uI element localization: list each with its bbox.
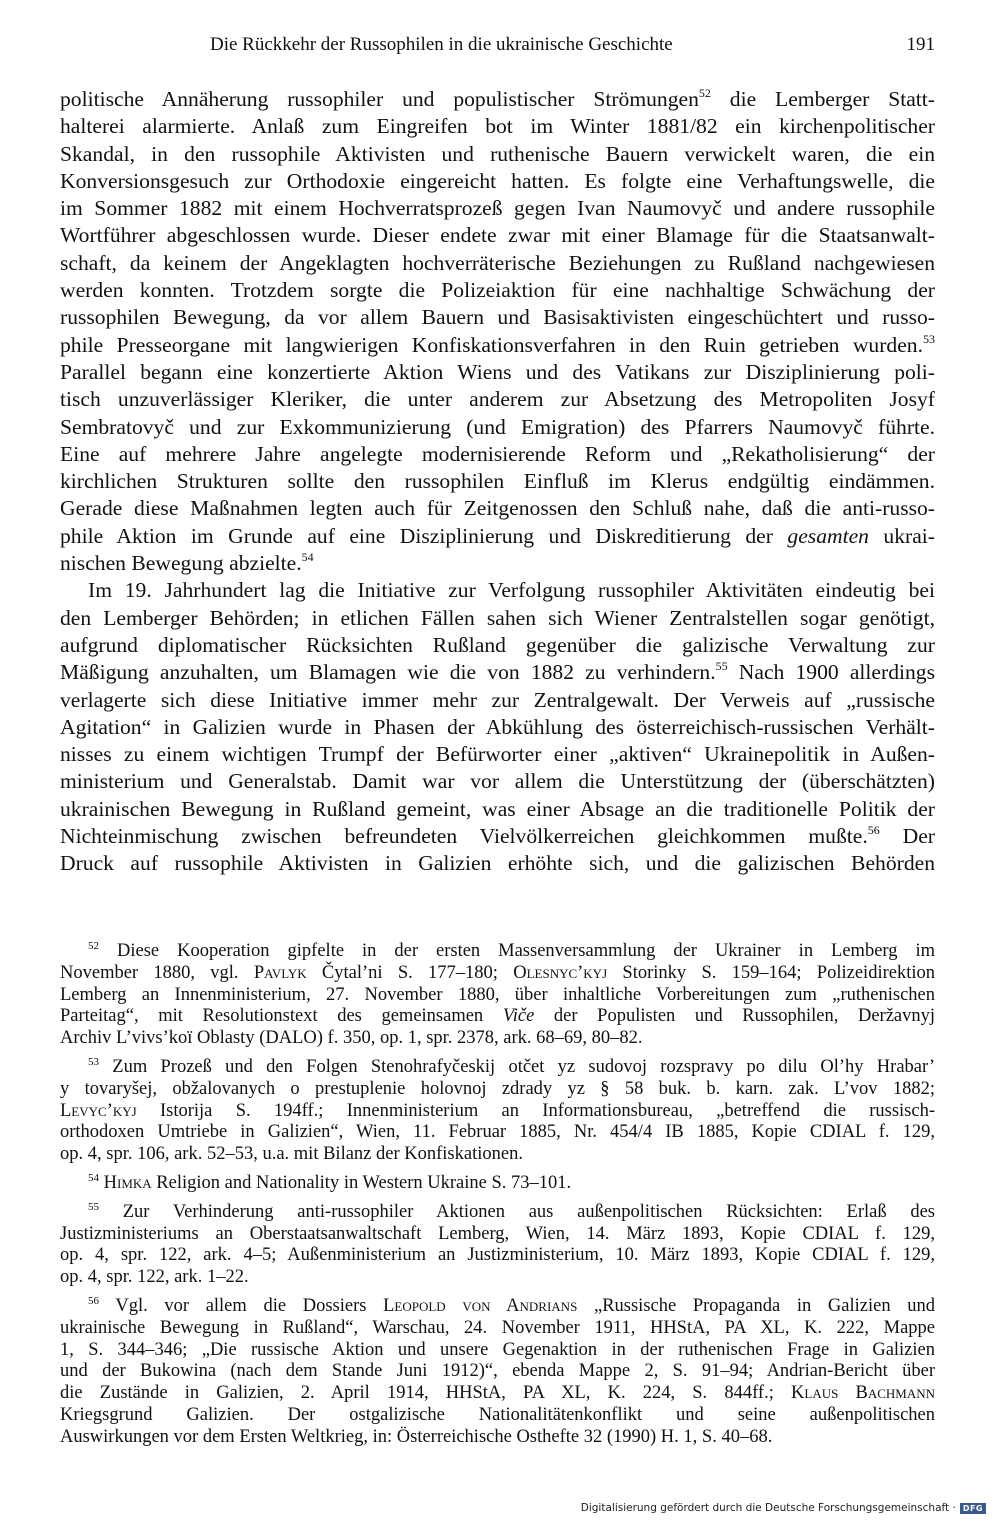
footnote-52 xyxy=(60,941,935,1050)
text-line: schaft, da keinem der Angeklagten hochverräterische Beziehungen zu Rußland nachgewiesen xyxy=(60,250,935,275)
text-line: kirchlichen Strukturen sollte den russophilen Einfluß im Klerus endgültig eindämmen. xyxy=(60,469,935,494)
footnote-line: Kriegsgrund Galizien. Der ostgalizische Nationalitätenkonflikt und seine außenpolitischen xyxy=(60,1404,935,1425)
text-line: Mäßigung anzuhalten, um Blamagen wie die von 1882 zu verhindern.$^{55}$ Nach 1900 allerdings xyxy=(60,659,935,685)
page-number: 191 xyxy=(906,34,935,55)
text-line: werden konnten. Trotzdem sorgte die Polizeiaktion für eine nachhaltige Schwächung der xyxy=(60,278,935,303)
footnote-line: Auswirkungen vor dem Ersten Weltkrieg, in: Österreichische Osthefte 32 (1990) H. 1, S. 40–68. xyxy=(60,1426,773,1447)
footnote-number: 52 xyxy=(88,940,99,952)
footnote-56 xyxy=(60,1296,935,1449)
footnote-line: orthodoxen Umtriebe in Galizien“, Wien, 11. Februar 1885, Nr. 454/4 IB 1885, Kopie CDIAL f. 129, xyxy=(60,1122,935,1143)
text-line: phile Presseorgane mit langwierigen Konfiskationsverfahren in den Ruin getrieben wurden.$^{53}$ xyxy=(60,331,935,357)
text-line: Sembratovyč und zur Exkommunizierung (und Emigration) des Pfarrers Naumovyč führte. xyxy=(60,414,935,439)
footnote-line: und der Bukowina (nach dem Stande Juni 1912)“, ebenda Mappe 2, S. 91–94; Andrian-Bericht über xyxy=(60,1361,935,1382)
footnote-line: 1, S. 344–346; „Die russische Aktion und unsere Gegenaktion in der ruthenischen Frage in Galizien xyxy=(60,1339,935,1360)
text-line: Wortführer abgeschlossen wurde. Dieser endete zwar mit einer Blamage für die Staatsanwalt- xyxy=(60,223,935,248)
text-line: ukrainischen Bewegung in Rußland gemeint, was einer Absage an die traditionelle Politik der xyxy=(60,796,935,821)
running-title: Die Rückkehr der Russophilen in die ukrainische Geschichte xyxy=(210,34,673,55)
text-line: Im 19. Jahrhundert lag die Initiative zur Verfolgung russophiler Aktivitäten eindeutig bei xyxy=(88,578,935,603)
footnote-line: $^{56}$ Vgl. vor allem die Dossiers Leopold von Andrians „Russische Propaganda in Galizien und xyxy=(88,1294,935,1316)
footnote-line: $^{53}$ Zum Prozeß und den Folgen Stenohrafyčeskij otčet yz sudovoj rozspravy po dilu Ol’hy Hrabar’ xyxy=(88,1055,935,1077)
emphasis: gesamten xyxy=(787,523,869,548)
footnote-line: Justizministeriums an Oberstaatsanwaltschaft Lemberg, Wien, 14. März 1893, Kopie CDIAL f. 129, xyxy=(60,1223,935,1244)
page-header xyxy=(60,34,935,62)
footnote-53 xyxy=(60,1057,935,1166)
footnote-line: Lemberg an Innenministerium, 27. November 1880, über inhaltliche Vorbereitungen zum „ruthenischen xyxy=(60,984,935,1005)
footnote-line: $^{54}$ Himka Religion and Nationality in Western Ukraine S. 73–101. xyxy=(88,1171,572,1193)
footnote-ref[interactable]: 56 xyxy=(867,823,880,838)
text-line: den Lemberger Behörden; in etlichen Fällen sahen sich Wiener Zentralstellen sogar genötigt, xyxy=(60,605,935,630)
footnote-number: 56 xyxy=(88,1294,99,1307)
text-line: Eine auf mehrere Jahre angelegte modernisierende Reform und „Rekatholisierung“ der xyxy=(60,441,935,466)
text-line: Agitation“ in Galizien wurde in Phasen der Abkühlung des österreichisch-russischen Verhält- xyxy=(60,714,935,739)
footnotes-section xyxy=(60,941,935,1456)
footnote-number: 53 xyxy=(88,1055,99,1068)
footnote-line: y tovaryšej, obžalovanych o prestuplenie holovnoj zdrady yz § 58 buk. b. karn. zak. L’vov 1882; xyxy=(60,1078,935,1099)
footnote-ref[interactable]: 55 xyxy=(715,659,728,674)
text-line: Nichteinmischung zwischen befreundeten Vielvölkerreichen gleichkommen mußte.$^{56}$ Der xyxy=(60,823,935,849)
text-line: nisses zu einem wichtigen Trumpf der Befürworter einer „aktiven“ Ukrainepolitik in Außen- xyxy=(60,742,935,767)
text-line: verlagerte sich diese Initiative immer mehr zur Zentralgewalt. Der Verweis auf „russische xyxy=(60,687,935,712)
footnote-line: November 1880, vgl. Pavlyk Čytal’ni S. 177–180; Olesnyc’kyj Storinky S. 159–164; Polizeidirektion xyxy=(60,962,935,983)
footnote-line: Archiv L’vivs’koï Oblasty (DALO) f. 350, op. 1, spr. 2378, ark. 68–69, 80–82. xyxy=(60,1028,643,1049)
footnote-number: 55 xyxy=(88,1200,99,1213)
footnote-54 xyxy=(60,1173,935,1195)
footnote-55 xyxy=(60,1202,935,1289)
footnote-line: Parteitag“, mit Resolutionstext des gemeinsamen Viče der Populisten und Russophilen, Deržavnyj xyxy=(60,1006,936,1027)
text-line: Parallel begann eine konzertierte Aktion Wiens und des Vatikans zur Disziplinierung poli- xyxy=(60,359,935,384)
footnote-line: op. 4, spr. 122, ark. 1–22. xyxy=(60,1267,249,1288)
text-line: aufgrund diplomatischer Rücksichten Rußland gegenüber die galizische Verwaltung zur xyxy=(60,632,935,657)
credit-text: Digitalisierung gefördert durch die Deutsche Forschungsgemeinschaft · xyxy=(580,1502,956,1514)
footnote-line: $^{52}$ Diese Kooperation gipfelte in der ersten Massenversammlung der Ukrainer in Lemberg im xyxy=(88,940,935,961)
dfg-logo-icon: DFG xyxy=(960,1503,986,1514)
footnote-line: Levyc’kyj Istorija S. 194ff.; Innenministerium an Informationsbureau, „betreffend die russisch- xyxy=(60,1100,935,1121)
text-line: Gerade diese Maßnahmen legten auch für Zeitgenossen den Schluß nahe, daß die anti-russo- xyxy=(60,496,935,521)
text-line: russophilen Bewegung, da vor allem Bauern und Basisaktivisten eingeschüchtert und russo- xyxy=(60,305,935,330)
footnote-line: die Zustände in Galizien, 2. April 1914, HHStA, PA XL, K. 224, S. 844ff.; Klaus Bachmann xyxy=(60,1383,935,1404)
text-line: Konversionsgesuch zur Orthodoxie eingereicht hatten. Es folgte eine Verhaftungswelle, die xyxy=(60,168,935,193)
text-line: ministerium und Generalstab. Damit war vor allem die Unterstützung der (überschätzten) xyxy=(60,769,935,794)
text-line: nischen Bewegung abzielte.$^{54}$ xyxy=(60,550,314,576)
text-line: phile Aktion im Grunde auf eine Disziplinierung und Diskreditierung der gesamten ukrai- xyxy=(60,523,935,548)
text-line: politische Annäherung russophiler und populistischer Strömungen$^{52}$ die Lemberger Statt- xyxy=(60,86,935,111)
footnote-number: 54 xyxy=(88,1171,99,1184)
main-text xyxy=(60,86,935,878)
text-line: im Sommer 1882 mit einem Hochverratsprozeß gegen Ivan Naumovyč und andere russophile xyxy=(60,196,935,221)
text-line: tisch unzuverlässiger Kleriker, die unter anderem zur Absetzung des Metropoliten Josyf xyxy=(60,387,935,412)
footnote-line: ukrainische Bewegung in Rußland“, Warschau, 24. November 1911, HHStA, PA XL, K. 222, Mappe xyxy=(60,1317,935,1338)
digitization-credit xyxy=(581,1502,986,1514)
footnote-line: op. 4, spr. 122, ark. 4–5; Außenministerium an Justizministerium, 10. März 1893, Kopie CDIAL f. 129, xyxy=(60,1245,935,1266)
footnote-ref[interactable]: 52 xyxy=(698,86,711,100)
footnote-ref[interactable]: 53 xyxy=(923,331,935,346)
text-line: Skandal, in den russophile Aktivisten und ruthenische Bauern verwickelt waren, die ein xyxy=(60,141,935,166)
footnote-line: op. 4, spr. 106, ark. 52–53, u.a. mit Bilanz der Konfiskationen. xyxy=(60,1144,523,1165)
text-line: Druck auf russophile Aktivisten in Galizien erhöhte sich, und die galizischen Behörden xyxy=(60,851,935,876)
text-line: halterei alarmierte. Anlaß zum Eingreifen bot im Winter 1881/82 ein kirchenpolitischer xyxy=(60,114,935,139)
footnote-line: $^{55}$ Zur Verhinderung anti-russophiler Aktionen aus außenpolitischen Rücksichten: Erlaß des xyxy=(88,1200,935,1222)
footnote-ref[interactable]: 54 xyxy=(301,550,314,565)
